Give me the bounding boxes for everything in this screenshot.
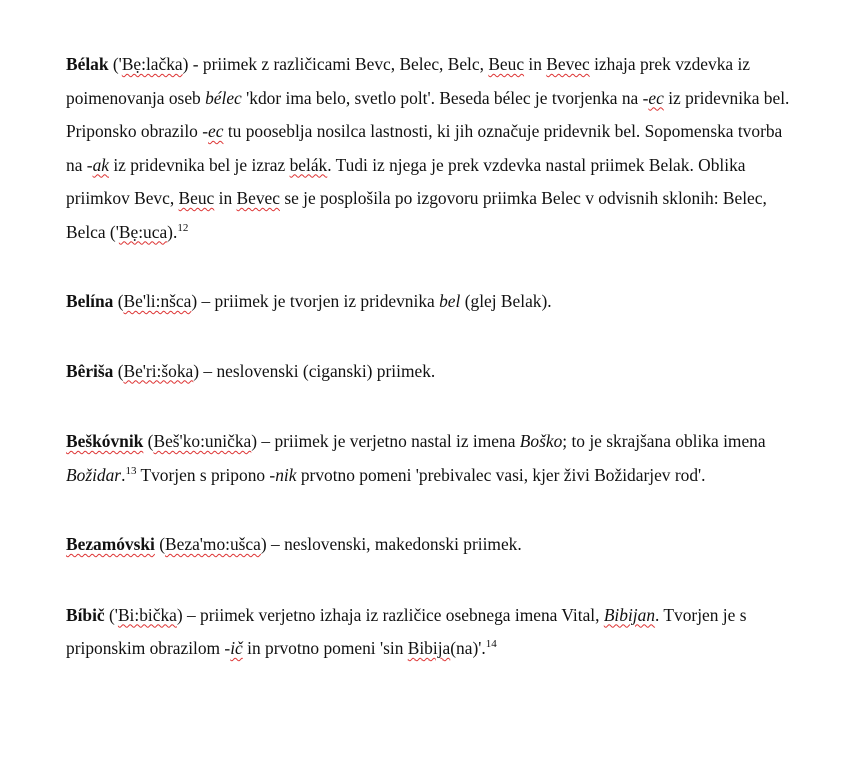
entry-text-run: tu pooseblja nosilca lastnosti, ki jih označuje pridevnik bel. Sopomenska tvorba na - [66, 121, 783, 175]
entry-text-run: Beza'mo:ušca [165, 534, 261, 554]
entry-text-run: ( [113, 291, 124, 311]
entry-text-run: in prvotno pomeni 'sin [242, 638, 408, 658]
entry-text-run: ( [154, 534, 166, 554]
entry-text-run: ( [113, 360, 124, 381]
entry-text-run: ič [230, 638, 243, 658]
entry-text-run: iz pridevnika bel. Priponsko obrazilo - [66, 87, 790, 141]
entry-text-run: . [121, 464, 126, 485]
document-page [66, 48, 796, 666]
entry-text-run: ) – priimek je verjetno nastal iz imena [251, 431, 520, 451]
entry-text-run: iz pridevnika bel je izraz [108, 154, 290, 175]
entry-text-run: Bibija [407, 638, 451, 658]
entry-text-run: ( [143, 431, 154, 451]
entry-text-run: in [214, 188, 237, 208]
entry-headword: Bêriša [66, 360, 114, 381]
entry-headword: Belína [66, 291, 114, 311]
entry-headword: Bélak [66, 54, 109, 74]
entry-beriša [66, 355, 796, 389]
entry-text-run: Beš'ko:unička [153, 431, 252, 451]
entry-text-run: ). [167, 221, 178, 242]
entry-belina [66, 285, 796, 319]
entry-text-run: ec [208, 121, 224, 141]
entry-text-run: bélec [205, 87, 242, 108]
entry-text-run: bel [439, 291, 461, 311]
entry-text-run: se je posplošila po izgovoru priimka Belec v odvisnih sklonih: Belec, Belca (' [66, 188, 767, 242]
entry-belak [66, 48, 796, 249]
entry-bibic [66, 599, 796, 666]
entry-text-run: prvotno pomeni 'prebivalec vasi, kjer živi Božidarjev rod'. [296, 464, 706, 485]
footnote-ref: 14 [485, 638, 497, 650]
entry-text-run: nik [275, 464, 297, 485]
entry-text-run: ) – priimek verjetno izhaja iz različice osebnega imena Vital, [176, 604, 604, 625]
entry-headword: Beškóvnik [66, 431, 144, 451]
entry-text-run: Tvorjen s pripono - [136, 464, 276, 485]
entry-bezamovski [66, 528, 796, 562]
entry-text-run: Bevec [236, 188, 280, 208]
entry-text-run: (glej Belak). [460, 291, 552, 311]
entry-beškovnik [66, 425, 796, 492]
entry-text-run: Beuc [488, 54, 525, 74]
entry-text-run: 'kdor ima belo, svetlo polt'. Beseda bélec je tvorjenka na - [241, 87, 649, 108]
entry-text-run: ec [648, 87, 664, 108]
entry-text-run: (na)'. [450, 638, 486, 658]
entry-text-run: Boško [519, 431, 563, 451]
entry-text-run: Bẹ:lačka [121, 54, 183, 74]
entry-headword: Bíbič [66, 604, 105, 625]
entry-text-run: Beuc [178, 188, 215, 208]
entry-text-run: ) – priimek je tvorjen iz pridevnika [191, 291, 440, 311]
entry-headword: Bezamóvski [66, 534, 155, 554]
entry-text-run: . Tvorjen je s priponskim obrazilom - [66, 604, 747, 658]
entry-text-run: Bibijan [603, 604, 656, 625]
footnote-ref: 12 [177, 221, 189, 234]
entry-text-run: Bi:bička [117, 604, 177, 625]
footnote-ref: 13 [125, 464, 137, 477]
entry-text-run: Božidar [66, 464, 122, 485]
entry-text-run: ) – neslovenski (ciganski) priimek. [193, 360, 436, 381]
entry-text-run: ) – neslovenski, makedonski priimek. [260, 534, 522, 554]
entry-text-run: belák [289, 154, 328, 175]
entry-text-run: Be'ri:šoka [123, 360, 194, 381]
entry-text-run: Bẹ:uca [118, 221, 168, 242]
entry-text-run: Be'li:nšca [123, 291, 192, 311]
entry-text-run: in [524, 54, 547, 74]
entry-text-run: (' [108, 54, 122, 74]
entry-text-run: (' [104, 604, 118, 625]
entry-text-run: izhaja prek vzdevka iz poimenovanja oseb [66, 54, 751, 108]
entry-text-run: Bevec [546, 54, 590, 74]
entry-text-run: ; to je skrajšana oblika imena [562, 431, 766, 451]
entry-text-run: ) - priimek z različicami Bevc, Belec, Belc, [182, 54, 489, 74]
entry-text-run: ak [92, 154, 109, 175]
entry-text-run: . Tudi iz njega je prek vzdevka nastal priimek Belak. Oblika priimkov Bevc, [66, 154, 746, 208]
